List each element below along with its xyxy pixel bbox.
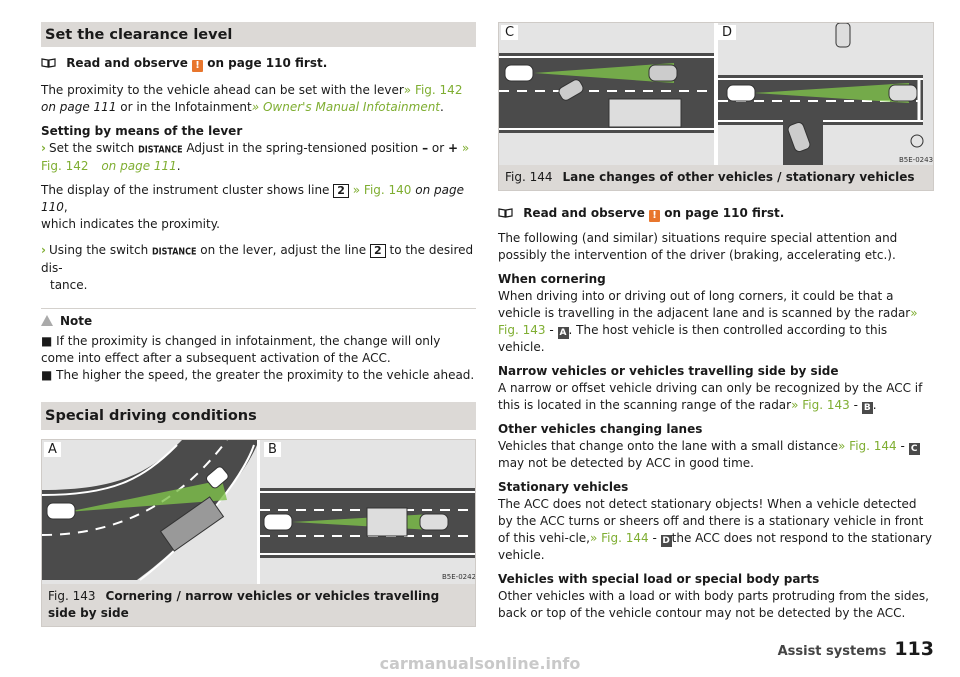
- left-column: [41, 22, 476, 627]
- lane-change-block: Other vehicles changing lanes Vehicles that change onto the lane with a small distance» Fig. 144 - Cmay not be detected by ACC in good time.: [498, 421, 934, 472]
- book-icon: [41, 58, 56, 68]
- watermark: carmanualsonline.info: [379, 654, 581, 673]
- section-title-special: Special driving conditions: [41, 402, 476, 430]
- ref-a-icon: A: [558, 327, 569, 339]
- page-number: 113: [894, 638, 934, 660]
- footer-section: Assist systems: [777, 644, 887, 659]
- paragraph-intro: The following (and similar) situations require special attention and possibly the intervention of the driver (braking, accelerating etc.).: [498, 231, 898, 262]
- ref-b-icon: B: [862, 402, 873, 414]
- step-2: › Using the switch DISTANCE on the lever, adjust the line 2 to the desired dis- tance.: [41, 243, 474, 292]
- step-1: › Set the switch DISTANCE Adjust in the spring-tensioned position – or + » Fig. 142 on page 111.: [41, 141, 470, 173]
- link-owners-manual[interactable]: » Owner's Manual Infotainment: [251, 100, 441, 114]
- link-fig140[interactable]: » Fig. 140: [352, 183, 412, 197]
- svg-text:B5E-0243: B5E-0243: [899, 156, 933, 164]
- narrow-block: Narrow vehicles or vehicles travelling side by side A narrow or offset vehicle driving can only be recognized by the ACC if this is located in the scanning range of the radar» Fig. 143 - B .: [498, 364, 923, 413]
- warning-icon[interactable]: !: [192, 60, 203, 72]
- distance-switch-label: DISTANCE: [152, 246, 197, 257]
- line-number-box: 2: [333, 184, 349, 198]
- figure-label-d: D: [718, 25, 736, 40]
- read-observe-line: Read and observe ! on page 110 first.: [498, 205, 934, 222]
- figure-144: [498, 22, 934, 191]
- note-item: ■ If the proximity is changed in infotainment, the change will only come into effect after a subsequent activation of the ACC.: [41, 334, 441, 365]
- figure-label-a: A: [44, 442, 61, 457]
- book-icon: [498, 208, 513, 218]
- figure-143-caption: Fig. 143 Cornering / narrow vehicles or vehicles travelling side by side: [42, 584, 475, 626]
- stationary-block: Stationary vehicles The ACC does not detect stationary objects! When a vehicle detected by the ACC turns or sheers off and there is a stationary vehicle in front of this vehi-cle,» Fig. 144 - D the ACC does not respond to the stationary vehicle.: [498, 480, 932, 562]
- figure-143-illustration: [42, 440, 475, 584]
- read-observe-line: Read and observe ! on page 110 first.: [41, 55, 476, 72]
- link-fig143[interactable]: » Fig. 143: [791, 398, 850, 412]
- step-arrow-icon: ›: [41, 141, 46, 155]
- figure-143: [41, 439, 476, 627]
- ref-c-icon: C: [909, 443, 920, 455]
- note-item: ■ The higher the speed, the greater the proximity to the vehicle ahead.: [41, 368, 475, 382]
- note-icon: [41, 315, 53, 326]
- figure-label-c: C: [501, 25, 518, 40]
- link-fig143[interactable]: » Fig. 143: [498, 306, 918, 337]
- figure-144-illustration: [499, 23, 933, 165]
- special-load-block: Vehicles with special load or special body parts Other vehicles with a load or with body parts protruding from the sides, back or top of the vehicle contour may not be detected by the ACC.: [498, 572, 929, 620]
- lever-heading: Setting by means of the lever: [41, 124, 243, 138]
- paragraph-proximity: The proximity to the vehicle ahead can be set with the lever» Fig. 142 on page 111 or in the Infotainment» Owner's Manual Infotainment.: [41, 83, 463, 114]
- ref-d-icon: D: [662, 536, 670, 546]
- note-heading: Note: [41, 308, 476, 330]
- distance-switch-label: DISTANCE: [138, 144, 183, 155]
- section-title-clearance: Set the clearance level: [41, 22, 476, 47]
- step-arrow-icon: ›: [41, 243, 46, 257]
- link-fig142[interactable]: » Fig. 142: [403, 83, 463, 97]
- paragraph-display: The display of the instrument cluster shows line 2 » Fig. 140 on page 110, which indicates the proximity.: [41, 183, 464, 231]
- figure-label-b: B: [264, 442, 281, 457]
- svg-text:B5E-0242: B5E-0242: [442, 573, 475, 581]
- cornering-block: When cornering When driving into or driving out of long corners, it could be that a vehicle is travelling in the adjacent lane and is scanned by the radar» Fig. 143 - A . The host vehicle is then controlled according to this vehicle.: [498, 272, 918, 354]
- link-fig144[interactable]: » Fig. 144: [838, 439, 897, 453]
- figure-144-caption: Fig. 144 Lane changes of other vehicles / stationary vehicles: [499, 165, 933, 190]
- right-column: [498, 22, 934, 622]
- link-fig142-step[interactable]: » Fig. 142: [41, 141, 470, 173]
- link-fig144[interactable]: » Fig. 144: [589, 531, 649, 545]
- warning-icon[interactable]: !: [649, 210, 660, 222]
- line-number-box: 2: [370, 244, 386, 258]
